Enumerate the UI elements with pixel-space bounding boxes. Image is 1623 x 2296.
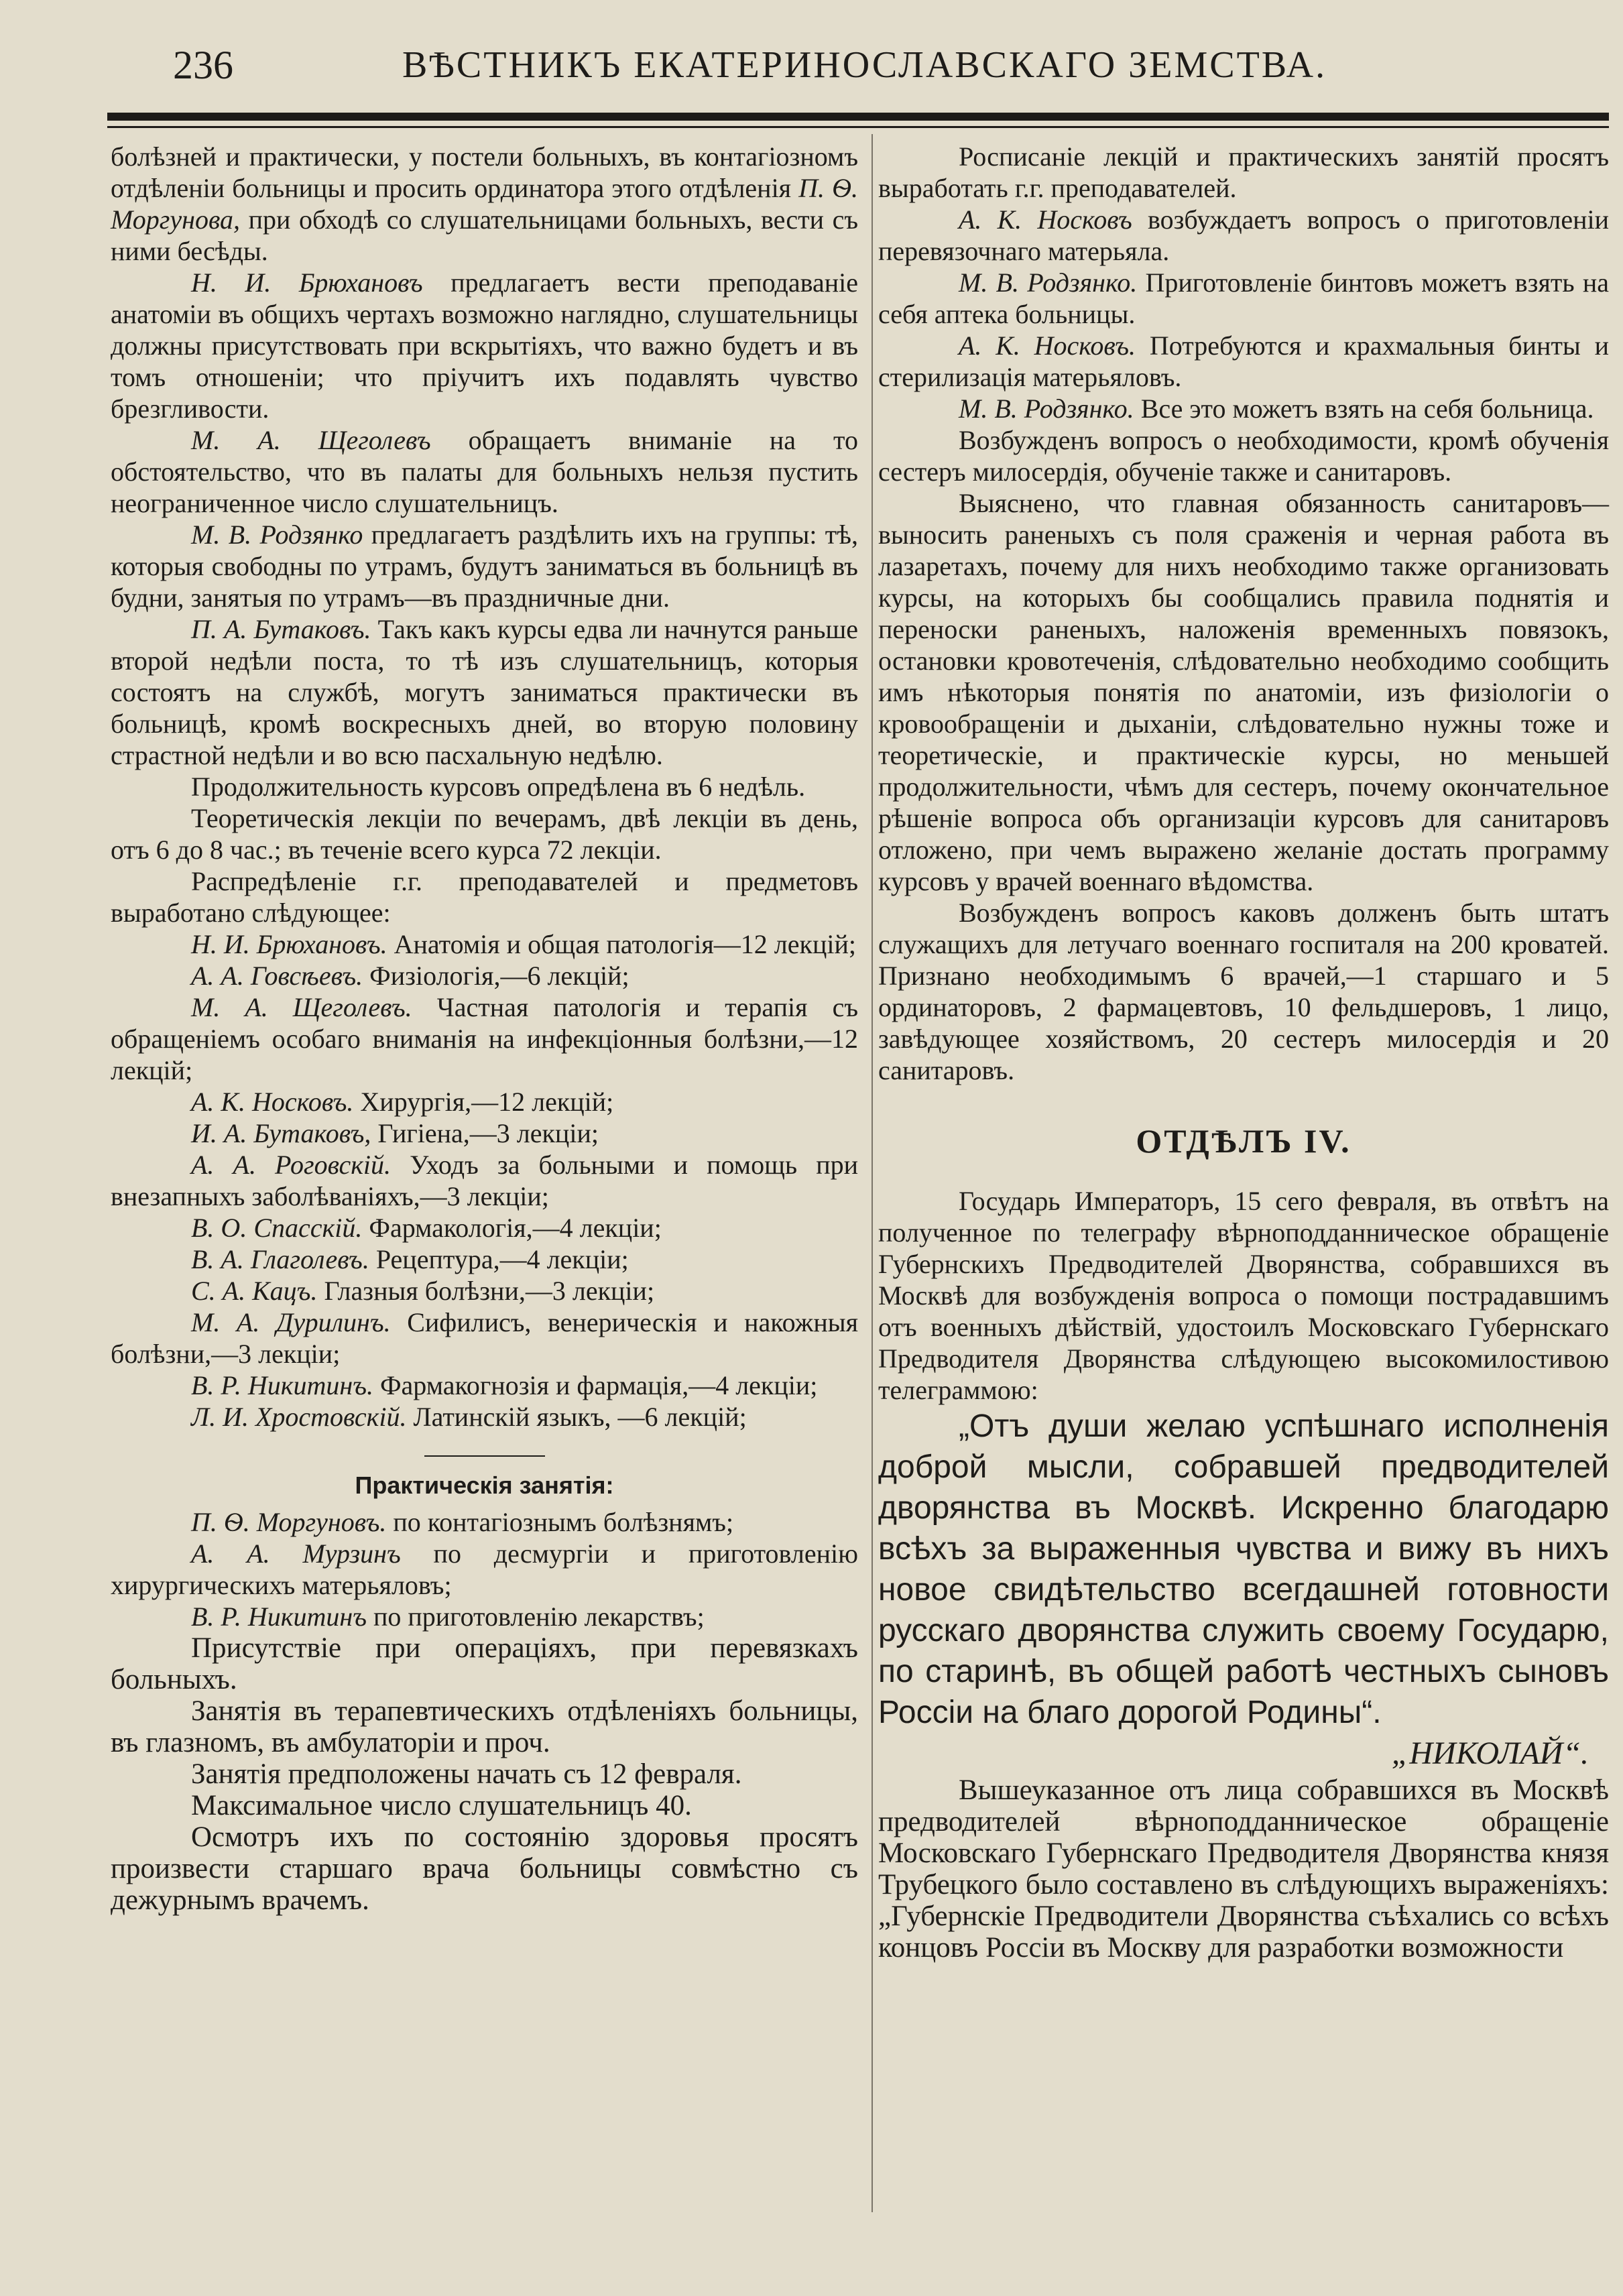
lecture-item: И. А. Бутаковъ, Гигіена,—3 лекціи; bbox=[191, 1118, 599, 1148]
person-name: Н. И. Брюхановъ bbox=[191, 267, 423, 298]
person-name: М. В. Родзянко. bbox=[959, 394, 1134, 424]
paragraph: болѣзней и практически, у постели больныхъ, въ контагіозномъ отдѣленіи больницы и просить ординатора этого отдѣленія П. Ѳ. Моргунова, при обходѣ со слушательницами больныхъ, вести съ ними бесѣды. bbox=[111, 141, 859, 266]
section-heading: ОТДѢЛЪ IV. bbox=[1136, 1122, 1351, 1160]
paragraph: Максимальное число слушательницъ 40. bbox=[191, 1790, 692, 1821]
journal-title: ВѢСТНИКЪ ЕКАТЕРИНОСЛАВСКАГО ЗЕМСТВА. bbox=[402, 44, 1327, 86]
person-name: М. В. Родзянко bbox=[191, 520, 363, 550]
person-name: П. Ѳ. Моргунова, bbox=[111, 173, 859, 235]
paragraph: Выяснено, что главная обязанность санитаровъ—выносить раненыхъ съ поля сраженія и черная работа въ лазаретахъ, почему для нихъ необходимо также организовать курсы, на которыхъ бы сообщались правила поднятія и переноски раненыхъ, наложенія временныхъ повязокъ, остановки кровотеченія, слѣдовательно необходимо сообщить имъ нѣкоторыя понятія по анатоміи, изъ физіологіи о кровообращеніи и дыханіи, слѣдовательно нужны тоже и теоретическіе, и практическіе курсы, но меньшей продолжительности, чѣмъ для сестеръ, почему окончательное рѣшеніе вопроса объ организаціи курсовъ для санитаровъ отложено, при чемъ выражено желаніе достать программу курсовъ у врачей военнаго вѣдомства. bbox=[878, 488, 1609, 896]
person-name: М. А. Щеголевъ bbox=[191, 425, 431, 455]
lecture-item: М. А. Щеголевъ. Частная патологія и терапія съ обращеніемъ особаго вниманія на инфекціонныя болѣзни,—12 лекцій; bbox=[111, 992, 859, 1085]
person-name: А. К. Носковъ bbox=[959, 204, 1132, 235]
separator-line bbox=[424, 1455, 545, 1457]
paragraph: Государь Императоръ, 15 сего февраля, въ отвѣтъ на полученное по телеграфу вѣрноподданническое обращеніе Губернскихъ Предводителей Дворянства, собравшихся въ Москвѣ для возбужденія вопроса о помощи пострадавшимъ отъ военныхъ дѣйствій, удостоилъ Московскаго Губернскаго Предводителя Дворянства слѣдующею высокомилостивою телеграммою: bbox=[878, 1186, 1609, 1405]
practical-item: А. А. Мурзинъ по десмургіи и приготовленію хирургическихъ матерьяловъ; bbox=[111, 1538, 858, 1600]
lecture-item: Л. И. Хростовскій. Латинскій языкъ, —6 лекцій; bbox=[191, 1402, 747, 1432]
signature: „НИКОЛАЙ“. bbox=[1391, 1736, 1589, 1771]
practical-list bbox=[111, 1506, 858, 1632]
page-number: 236 bbox=[173, 43, 233, 87]
paragraph: Продолжительность курсовъ опредѣлена въ 6 недѣль. bbox=[191, 772, 806, 802]
lecture-item: А. А. Говсѣевъ. Физіологія,—6 лекцій; bbox=[191, 961, 629, 991]
paragraph: Вышеуказанное отъ лица собравшихся въ Москвѣ предводителей вѣрноподданническое обращеніе Московскаго Губернскаго Предводителя Дворянства князя Трубецкого было составлено въ слѣдующихъ выраженіяхъ: „Губернскіе Предводители Дворянства съѣхались со всѣхъ концовъ Россіи въ Москву для разработки возможности bbox=[878, 1774, 1609, 1963]
paragraph: Присутствіе при операціяхъ, при перевязкахъ больныхъ. bbox=[111, 1632, 858, 1695]
practical-item: В. Р. Никитинъ по приготовленію лекарствъ; bbox=[191, 1602, 705, 1632]
lecture-list bbox=[111, 928, 858, 1433]
left-column bbox=[111, 141, 858, 1916]
paragraph: А. К. Носковъ. Потребуются и крахмальныя бинты и стерилизація матерьяловъ. bbox=[878, 330, 1610, 392]
paragraph: Распредѣленіе г.г. преподавателей и предметовъ выработано слѣдующее: bbox=[111, 866, 858, 928]
lecture-item: С. А. Кацъ. Глазныя болѣзни,—3 лекціи; bbox=[191, 1276, 655, 1306]
paragraph: М. В. Родзянко. Приготовленіе бинтовъ можетъ взять на себя аптека больницы. bbox=[878, 267, 1609, 329]
lecture-item: В. Р. Никитинъ. Фармакогнозія и фармація,—4 лекціи; bbox=[191, 1370, 818, 1400]
paragraph: Осмотръ ихъ по состоянію здоровья просятъ произвести старшаго врача больницы совмѣстно съ дежурнымъ врачемъ. bbox=[111, 1821, 858, 1916]
practical-heading: Практическія занятія: bbox=[355, 1471, 614, 1499]
telegram-text: „Отъ души желаю успѣшнаго исполненія доброй мысли, собравшей предводителей дворянства въ Москвѣ. Искренно благодарю всѣхъ за выраженныя чувства и вижу въ нихъ новое свидѣтельство всегдашней готовности русскаго дворянства служить своему Государю, по старинѣ, въ общей работѣ честныхъ сыновъ Россіи на благо дорогой Родины“. bbox=[878, 1408, 1609, 1730]
lecture-item: В. А. Глаголевъ. Рецептура,—4 лекціи; bbox=[191, 1244, 629, 1274]
paragraph: М. А. Щеголевъ обращаетъ вниманіе на то обстоятельство, что въ палаты для больныхъ нельзя пустить неограниченное число слушательницъ. bbox=[111, 425, 858, 518]
lecture-item: М. А. Дурилинъ. Сифилисъ, венерическія и накожныя болѣзни,—3 лекціи; bbox=[111, 1307, 858, 1369]
paragraph: Н. И. Брюхановъ предлагаетъ вести преподаваніе анатоміи въ общихъ чертахъ возможно наглядно, слушательницы должны присутствовать при вскрытіяхъ, что важно будетъ и въ томъ отношеніи; что пріучитъ ихъ подавлять чувство брезгливости. bbox=[111, 267, 858, 424]
paragraph: М. В. Родзянко предлагаетъ раздѣлить ихъ на группы: тѣ, которыя свободны по утрамъ, будутъ заниматься въ больницѣ въ будни, занятыя по утрамъ—въ праздничные дни. bbox=[111, 520, 859, 613]
paragraph: Теоретическія лекціи по вечерамъ, двѣ лекціи въ день, отъ 6 до 8 час.; въ теченіе всего курса 72 лекціи. bbox=[111, 803, 858, 865]
right-column bbox=[878, 141, 1609, 1963]
lecture-item: А. А. Роговскій. Уходъ за больными и помощь при внезапныхъ заболѣваніяхъ,—3 лекціи; bbox=[111, 1150, 859, 1211]
paragraph: Занятія въ терапевтическихъ отдѣленіяхъ больницы, въ глазномъ, въ амбулаторіи и проч. bbox=[111, 1695, 858, 1758]
lecture-item: А. К. Носковъ. Хирургія,—12 лекцій; bbox=[191, 1087, 614, 1117]
lecture-item: В. О. Спасскій. Фармакологія,—4 лекціи; bbox=[191, 1213, 662, 1243]
person-name: П. А. Бутаковъ. bbox=[191, 614, 371, 644]
header-rule-thin bbox=[107, 126, 1609, 128]
paragraph: Росписаніе лекцій и практическихъ занятій просятъ выработать г.г. преподавателей. bbox=[878, 141, 1609, 203]
person-name: А. К. Носковъ. bbox=[959, 330, 1136, 361]
person-name: М. В. Родзянко. bbox=[959, 267, 1138, 298]
lecture-item: Н. И. Брюхановъ. Анатомія и общая патологія—12 лекцій; bbox=[191, 929, 856, 959]
paragraph: А. К. Носковъ возбуждаетъ вопросъ о приготовленіи перевязочнаго матерьяла. bbox=[878, 204, 1610, 266]
header-rule-thick bbox=[107, 113, 1609, 121]
paragraph: Занятія предположены начать съ 12 февраля. bbox=[191, 1758, 742, 1790]
paragraph: Возбужденъ вопросъ о необходимости, кромѣ обученія сестеръ милосердія, обученіе также и санитаровъ. bbox=[878, 425, 1609, 487]
paragraph: М. В. Родзянко. Все это можетъ взять на себя больница. bbox=[959, 394, 1594, 424]
column-divider bbox=[871, 134, 873, 2212]
paragraph: П. А. Бутаковъ. Такъ какъ курсы едва ли начнутся раньше второй недѣли поста, то тѣ изъ слушательницъ, которыя состоятъ на службѣ, могутъ заниматься практически въ больницѣ, кромѣ воскресныхъ дней, во вторую половину страстной недѣли и во всю пасхальную недѣлю. bbox=[111, 614, 858, 770]
paragraph: Возбужденъ вопросъ каковъ долженъ быть штатъ служащихъ для летучаго военнаго госпиталя на 200 кроватей. Признано необходимымъ 6 врачей,—1 старшаго и 5 ординаторовъ, 2 фармацевтовъ, 10 фельдшеровъ, 1 лицо, завѣдующее хозяйствомъ, 20 сестеръ милосердія и 20 санитаровъ. bbox=[878, 898, 1609, 1085]
practical-item: П. Ѳ. Моргуновъ. по контагіознымъ болѣзнямъ; bbox=[191, 1507, 734, 1537]
